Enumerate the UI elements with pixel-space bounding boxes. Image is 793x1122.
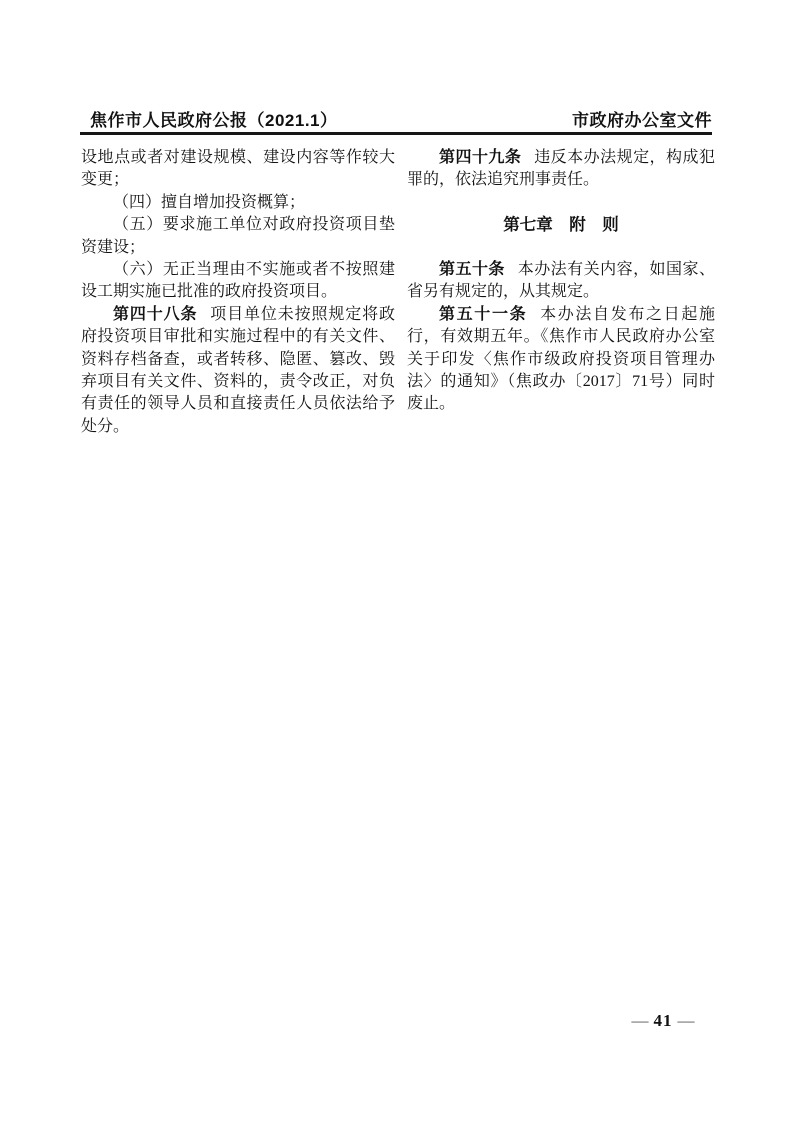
article-49-text: 违反本办法规定，构成犯罪的，依法追究刑事责任。 bbox=[407, 149, 715, 189]
page-number bbox=[620, 1010, 706, 1032]
article-49-number: 第四十九条 bbox=[439, 149, 522, 166]
page-header-section-label: 市政府办公室文件 bbox=[572, 111, 712, 130]
page-header-gazette-title: 焦作市人民政府公报（2021.1） bbox=[90, 111, 338, 130]
chapter-7-heading: 第七章 附 则 bbox=[503, 216, 619, 235]
page-number-value: 41 bbox=[653, 1011, 673, 1030]
paragraph-continuation: 设地点或者对建设规模、建设内容等作较大变更； bbox=[81, 149, 395, 189]
article-51 bbox=[407, 304, 715, 416]
article-48-number: 第四十八条 bbox=[113, 305, 198, 323]
article-50 bbox=[407, 259, 715, 304]
list-item-5: （五）要求施工单位对政府投资项目垫资建设； bbox=[81, 216, 395, 256]
right-column bbox=[407, 147, 715, 416]
header-divider-rule bbox=[80, 132, 712, 135]
page-number-dash-right: — bbox=[677, 1011, 695, 1030]
page-number-dash-left: — bbox=[631, 1011, 649, 1030]
list-item-4: （四）擅自增加投资概算； bbox=[113, 193, 306, 211]
article-50-number: 第五十条 bbox=[439, 261, 505, 278]
article-48-text: 项目单位未按照规定将政府投资项目审批和实施过程中的有关文件、资料存档备查，或者转移、隐匿、篡改、毁弃项目有关文件、资料的，责令改正，对负有责任的领导人员和直接责任人员依法给予处分。 bbox=[81, 305, 395, 435]
article-49 bbox=[407, 147, 715, 192]
article-48 bbox=[81, 304, 395, 438]
list-item-6: （六）无正当理由不实施或者不按照建设工期实施已批准的政府投资项目。 bbox=[81, 261, 395, 301]
article-51-text: 本办法自发布之日起施行，有效期五年。《焦作市人民政府办公室关于印发〈焦作市级政府投资项目管理办法〉的通知》（焦政办〔2017〕71号）同时废止。 bbox=[407, 305, 715, 413]
left-column bbox=[81, 147, 395, 438]
article-50-text: 本办法有关内容，如国家、省另有规定的，从其规定。 bbox=[407, 261, 715, 301]
article-51-number: 第五十一条 bbox=[439, 305, 528, 323]
